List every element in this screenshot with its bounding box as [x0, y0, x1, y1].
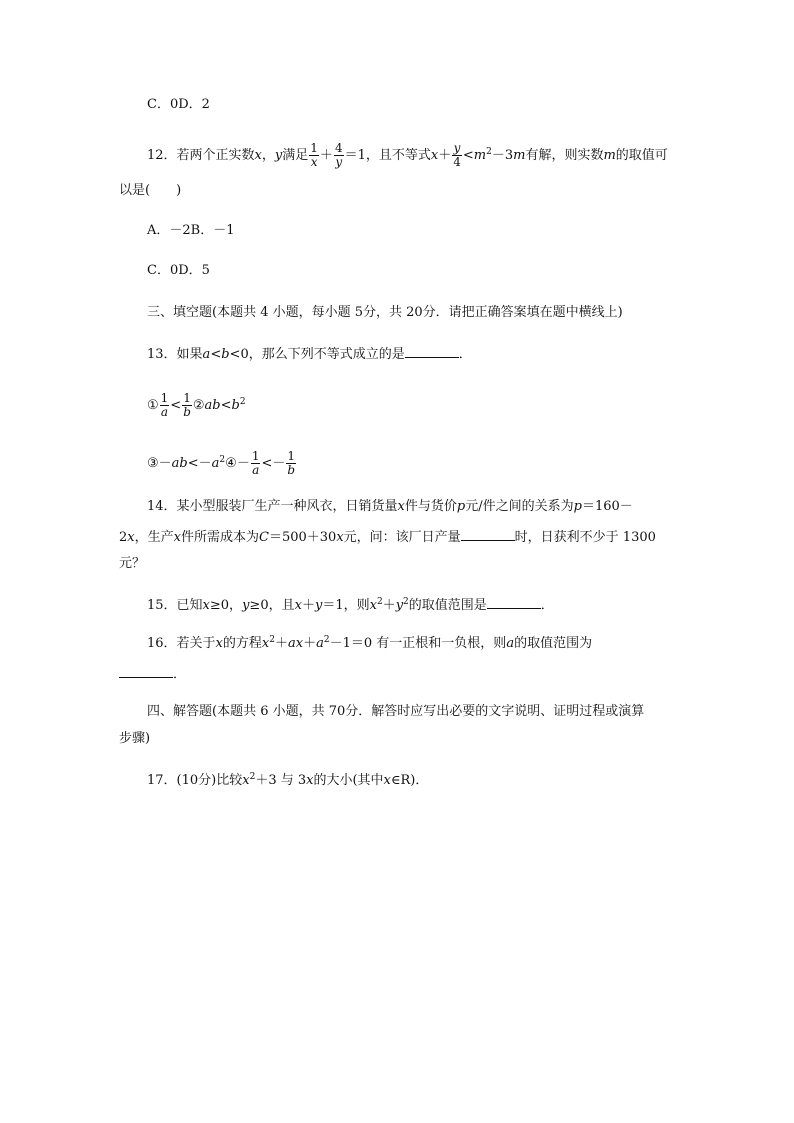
q16-text: 的方程 — [222, 636, 262, 651]
var: m — [513, 148, 526, 163]
var: a — [288, 636, 296, 651]
q14-text: ＝160－ — [581, 499, 633, 514]
answer-blank[interactable] — [119, 664, 173, 678]
question-13 — [147, 344, 472, 364]
question-16-line-1 — [147, 635, 592, 653]
question-14-line-2 — [119, 527, 656, 547]
var: x — [173, 530, 181, 545]
var: p — [573, 499, 582, 514]
section-4-heading-line-2: 步骤) — [119, 731, 151, 746]
q14-text: 2 — [119, 530, 128, 545]
var: m — [473, 148, 487, 163]
q12-text: 满足 — [282, 148, 309, 163]
var: x — [383, 773, 391, 788]
punct: ． — [458, 347, 472, 362]
var: x — [397, 499, 405, 514]
q14-text: ＝500＋30 — [268, 530, 337, 545]
var: x — [127, 530, 135, 545]
var: y — [395, 598, 404, 613]
op: <－ — [261, 456, 286, 471]
question-14-line-1 — [147, 498, 633, 516]
op: ＋ — [319, 148, 333, 163]
fraction: $\frac{1}{b}$ — [287, 449, 296, 477]
op: － — [158, 456, 172, 471]
exponent: 2 — [376, 597, 383, 607]
var: a — [506, 636, 515, 651]
q14-text: 元，问：该厂日产量 — [343, 530, 461, 545]
q14-text: 14．某小型服装厂生产一种风衣，日销货量 — [147, 499, 398, 514]
var: y — [274, 148, 283, 163]
q16-text: 16．若关于 — [147, 636, 216, 651]
q16-text: 的取值范围为 — [514, 636, 593, 651]
exponent: 2 — [219, 455, 226, 465]
op: ＋ — [303, 636, 317, 651]
var: x — [294, 598, 302, 613]
q15-text: ≥0， — [209, 598, 243, 613]
answer-blank[interactable] — [461, 527, 515, 541]
op: <－ — [187, 456, 212, 471]
exponent: 2 — [239, 397, 246, 407]
q12-text: ＝1，且不等式 — [344, 148, 431, 163]
op: －3 — [491, 148, 514, 163]
op: < — [170, 398, 182, 413]
section-3-heading: 三、填空题(本题共 4 小题，每小题 5分，共 20分．请把正确答案填在题中横线上) — [147, 305, 623, 320]
q12-option-cd: C．0D．5 — [147, 263, 210, 278]
op: < — [220, 398, 232, 413]
op: ＋ — [301, 598, 315, 613]
punct: ， — [261, 148, 275, 163]
var: x — [202, 598, 210, 613]
q13-options-1-2 — [147, 392, 246, 419]
option-mark: ① — [147, 398, 159, 413]
fraction: $\frac{1}{a}$ — [251, 449, 260, 477]
question-14-line-3: 元？ — [119, 556, 146, 571]
q11-option-cd: C．0D．2 — [147, 97, 210, 112]
op: < — [462, 148, 474, 163]
question-12-line-1 — [147, 142, 668, 169]
punct: ． — [173, 667, 187, 682]
var: a — [202, 347, 211, 362]
var: m — [603, 148, 616, 163]
option-mark: ④ — [225, 456, 237, 471]
q13-text: <0，那么下列不等式成立的是 — [229, 347, 405, 362]
fraction: $\frac{1}{x}$ — [310, 141, 318, 169]
var: a — [316, 636, 324, 651]
fraction: $\frac{4}{y}$ — [334, 141, 343, 169]
fraction: $\frac{1}{a}$ — [160, 391, 169, 419]
var: x — [369, 598, 377, 613]
option-mark: ② — [192, 398, 205, 413]
q14-text: 时，日获利不少于 1300 — [514, 530, 656, 545]
var: b — [231, 398, 240, 413]
var: p — [456, 499, 466, 514]
var: x — [242, 773, 250, 788]
answer-blank[interactable] — [405, 344, 459, 358]
punct: ． — [540, 598, 554, 613]
var: x — [261, 636, 270, 651]
q12-option-ab: A．－2B．－1 — [147, 223, 235, 238]
q15-text: 15．已知 — [147, 598, 203, 613]
var: ab — [171, 456, 188, 471]
var: x — [295, 636, 304, 651]
exponent: 2 — [249, 772, 256, 782]
q17-text: ∈R)． — [390, 773, 429, 788]
section-4-heading-line-1: 四、解答题(本题共 6 小题，共 70分．解答时应写出必要的文字说明、证明过程或演算 — [147, 704, 645, 719]
fraction: $\frac{y}{4}$ — [453, 141, 461, 169]
q17-text: 17．(10分)比较 — [147, 773, 243, 788]
op: ＋ — [382, 598, 396, 613]
op: ＋ — [274, 636, 288, 651]
var: a — [211, 456, 220, 471]
q14-text: 件所需成本为 — [180, 530, 259, 545]
fraction: $\frac{1}{b}$ — [183, 391, 191, 419]
var: C — [259, 530, 269, 545]
q13-options-3-4 — [147, 450, 297, 477]
q13-text: 13．如果 — [147, 347, 203, 362]
exponent: 2 — [486, 147, 492, 157]
exponent: 2 — [323, 635, 330, 645]
exponent: 2 — [269, 635, 275, 645]
q12-text: 的取值可 — [615, 148, 668, 163]
var: ab — [204, 398, 221, 413]
op: < — [210, 347, 222, 362]
q15-text: 的取值范围是 — [408, 598, 487, 613]
answer-blank[interactable] — [487, 595, 541, 609]
q16-text: －1＝0 有一正根和一负根，则 — [329, 636, 507, 651]
question-17 — [147, 772, 428, 790]
q15-text: ＝1，则 — [322, 598, 370, 613]
question-15 — [147, 595, 554, 615]
var: x — [430, 148, 439, 163]
question-12-line-2: 以是( ) — [119, 183, 182, 198]
q15-text: ≥0，且 — [249, 598, 295, 613]
q12-text: 12．若两个正实数 — [147, 148, 255, 163]
exponent: 2 — [403, 597, 409, 607]
q14-text: ，生产 — [134, 530, 174, 545]
var: x — [306, 773, 314, 788]
op: － — [236, 456, 250, 471]
q12-text: 有解，则实数 — [525, 148, 604, 163]
q14-text: 件与货价 — [404, 499, 457, 514]
var: y — [242, 598, 250, 613]
var: x — [254, 148, 262, 163]
var: y — [314, 598, 323, 613]
q17-text: ＋3 与 3 — [255, 773, 307, 788]
var: x — [215, 636, 223, 651]
option-mark: ③ — [147, 456, 159, 471]
q14-text: 元/件之间的关系为 — [465, 499, 574, 514]
question-16-line-2 — [119, 664, 186, 684]
var: x — [336, 530, 344, 545]
q17-text: 的大小(其中 — [313, 773, 384, 788]
op: ＋ — [438, 148, 452, 163]
var: b — [221, 347, 230, 362]
